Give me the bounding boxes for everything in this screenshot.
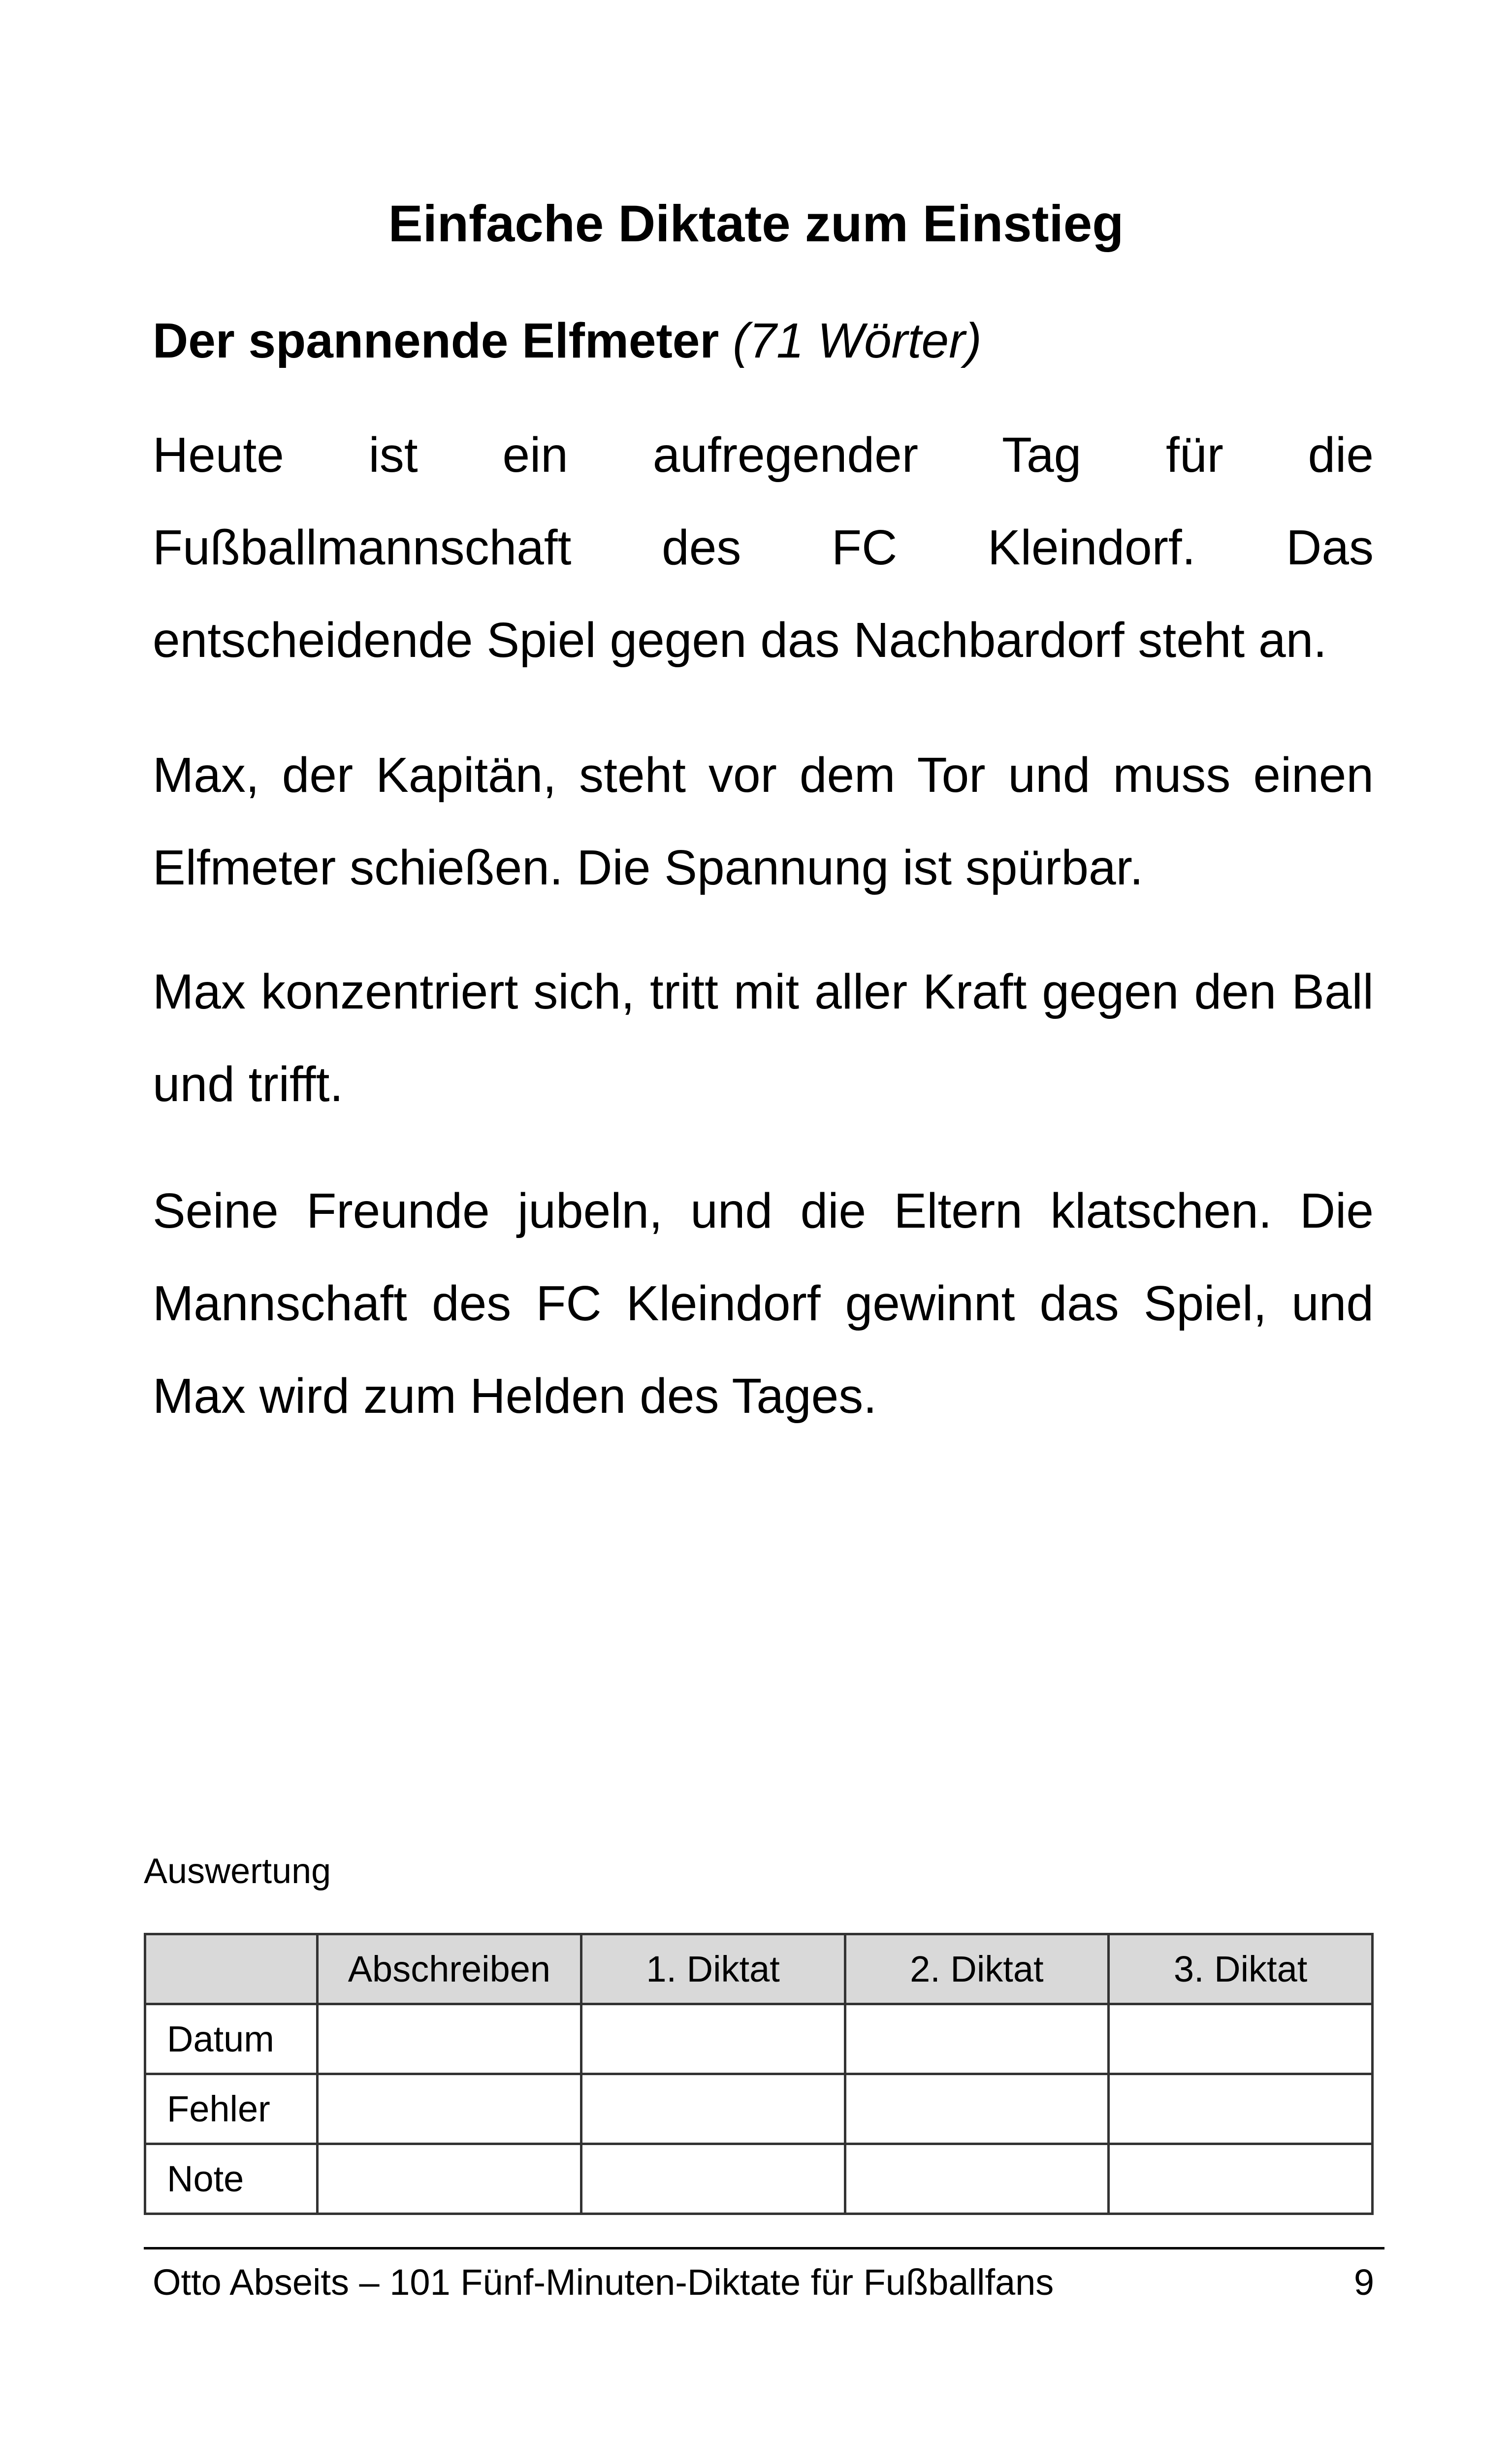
table-cell <box>581 2144 845 2214</box>
evaluation-label: Auswertung <box>144 1852 331 1891</box>
footer-text: Otto Abseits – 101 Fünf-Minuten-Diktate für Fußballfans <box>153 2262 1054 2303</box>
table-cell <box>318 2144 581 2214</box>
row-label: Note <box>145 2144 318 2214</box>
table-cell <box>318 2074 581 2144</box>
table-row <box>145 2074 1373 2144</box>
table-cell <box>1109 2074 1373 2144</box>
table-cell <box>845 2004 1109 2074</box>
table-cell <box>1109 2144 1373 2214</box>
dictation-paragraph-3: Max konzentriert sich, tritt mit aller Kraft gegen den Ball und trifft. <box>153 964 1374 1112</box>
row-label: Fehler <box>145 2074 318 2144</box>
dictation-title: Der spannende Elfmeter <box>153 313 719 368</box>
table-header-cell: 2. Diktat <box>845 1934 1109 2004</box>
dictation-paragraph-1: Heute ist ein aufregender Tag für die Fußballmannschaft des FC Kleindorf. Das entscheidende Spiel gegen das Nachbardorf steht an. <box>153 427 1374 668</box>
table-header-cell: 3. Diktat <box>1109 1934 1373 2004</box>
table-cell <box>845 2074 1109 2144</box>
evaluation-table <box>144 1933 1374 2215</box>
dictation-paragraph-2: Max, der Kapitän, steht vor dem Tor und muss einen Elfmeter schießen. Die Spannung ist spürbar. <box>153 748 1374 895</box>
word-count: (71 Wörter) <box>733 313 982 368</box>
table-cell <box>318 2004 581 2074</box>
footer-divider <box>144 2247 1384 2249</box>
dictation-paragraph-4: Seine Freunde jubeln, und die Eltern klatschen. Die Mannschaft des FC Kleindorf gewinnt das Spiel, und Max wird zum Helden des Tages. <box>153 1183 1374 1424</box>
table-cell <box>1109 2004 1373 2074</box>
dictation-heading <box>153 310 982 372</box>
table-header-cell: Abschreiben <box>318 1934 581 2004</box>
table-row <box>145 2004 1373 2074</box>
table-header-row <box>145 1934 1373 2004</box>
table-header-cell <box>145 1934 318 2004</box>
table-cell <box>845 2144 1109 2214</box>
table-header-cell: 1. Diktat <box>581 1934 845 2004</box>
page-number: 9 <box>1353 2262 1374 2303</box>
table-cell <box>581 2074 845 2144</box>
row-label: Datum <box>145 2004 318 2074</box>
table-row <box>145 2144 1373 2214</box>
page-title: Einfache Diktate zum Einstieg <box>388 195 1124 253</box>
table-cell <box>581 2004 845 2074</box>
